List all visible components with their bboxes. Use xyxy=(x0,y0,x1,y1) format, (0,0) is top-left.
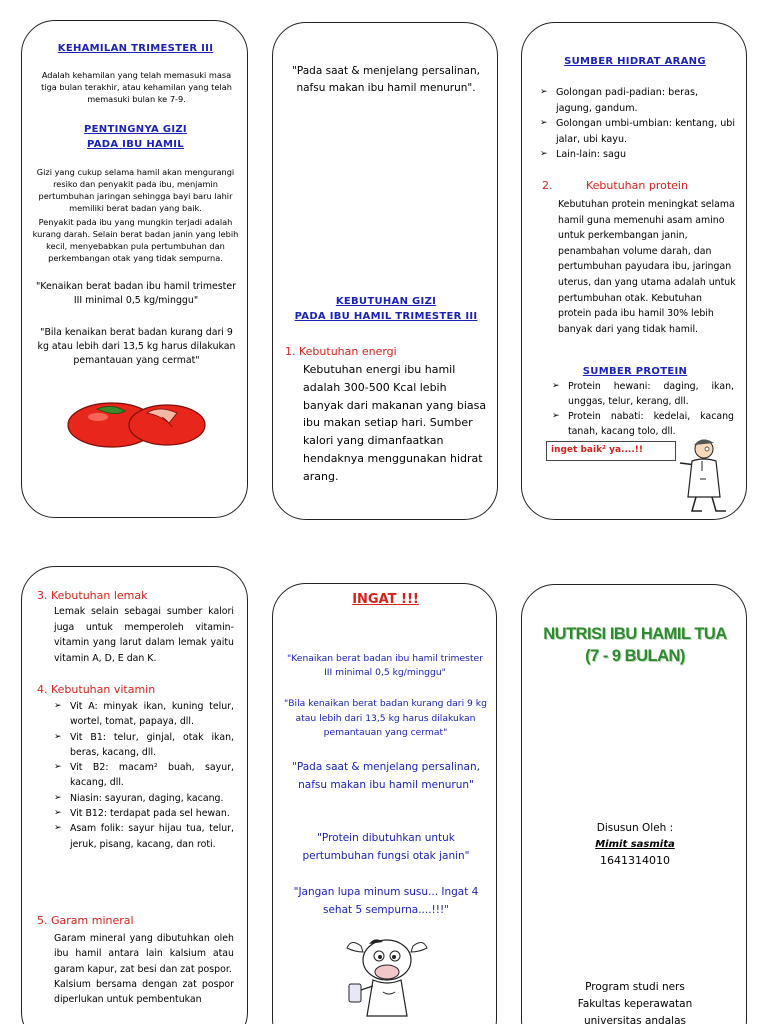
panel-fat-vitamin-mineral xyxy=(21,566,248,1024)
mineral-need-body xyxy=(54,931,234,1007)
nutrition-para-2: Penyakit pada ibu yang mungkin terjadi adalah kurang darah. Selain berat badan janin yang lebih kecil, menyebabkan pula pertumbuhan dan perkembangan otak yang tidak sempurna. xyxy=(32,217,239,263)
protein-sources-list xyxy=(552,379,734,439)
cover-title xyxy=(522,623,747,667)
definition-text: Adalah kehamilan yang telah memasuki masa tiga bulan terakhir, atau kehamilan yang telah memasuki bulan ke 7-9. xyxy=(41,70,232,104)
list-item: ➢ Vit B2: macam² buah, sayur, kacang, dll. xyxy=(54,760,234,791)
quote-weight-monitoring: "Bila kenaikan berat badan kurang dari 9 kg atau lebih dari 13,5 kg harus dilakukan pemantauan yang cermat" xyxy=(37,327,236,366)
protein-need-title xyxy=(542,179,732,192)
institution-line-2: Fakultas keperawatan xyxy=(577,998,693,1010)
remember-quote-2: "Bila kenaikan berat badan kurang dari 9 kg atau lebih dari 13,5 kg harus dilakukan pemantauan yang cermat" xyxy=(284,698,487,738)
doctor-icon xyxy=(672,435,742,515)
cover-title-line-1: NUTRISI IBU HAMIL TUA xyxy=(543,625,727,643)
vitamin-list xyxy=(54,699,234,852)
panel-carb-protein xyxy=(521,22,747,520)
heading-line-2: PADA IBU HAMIL xyxy=(87,139,184,150)
list-item: ➢ Golongan padi-padian: beras, jagung, gandum. xyxy=(540,85,736,116)
quote-weight-gain: "Kenaikan berat badan ibu hamil trimester III minimal 0,5 kg/minggu" xyxy=(36,281,236,306)
remember-title: INGAT !!! xyxy=(352,592,419,607)
quote-appetite: "Pada saat & menjelang persalinan, nafsu makan ibu hamil menurun". xyxy=(292,65,480,94)
protein-need-body: Kebutuhan protein meningkat selama hamil guna memenuhi asam amino untuk perkembangan janin, penambahan volume darah, dan pertumbuhan payudara ibu, jaringan uterus, dan yang utama adalah untuk pertumbuhan otak. Kebutuhan protein pada ibu hamil 30% lebih banyak dari yang tidak hamil. xyxy=(558,199,736,335)
carb-sources-list xyxy=(540,85,736,163)
list-item: ➢ Lain-lain: sagu xyxy=(540,147,736,163)
panel-cover xyxy=(521,584,747,1024)
reminder-bubble xyxy=(546,441,676,461)
panel-remember xyxy=(272,583,497,1024)
panel-nutrition-needs xyxy=(272,22,498,520)
author-label: Disusun Oleh : xyxy=(596,822,674,834)
panel1-title: KEHAMILAN TRIMESTER III xyxy=(57,43,214,54)
remember-quote-1: "Kenaikan berat badan ibu hamil trimester III minimal 0,5 kg/minggu" xyxy=(287,653,483,678)
nutrition-needs-heading xyxy=(279,294,493,324)
panel-pregnancy-trimester xyxy=(21,20,248,518)
author-name: Mimit sasmita xyxy=(595,839,675,850)
remember-quote-5: "Jangan lupa minum susu... Ingat 4 sehat 5 sempurna....!!!" xyxy=(293,886,479,916)
author-nim: 1641314010 xyxy=(600,854,670,867)
institution-line-1: Program studi ners xyxy=(585,981,685,993)
carb-sources-title: SUMBER HIDRAT ARANG xyxy=(564,56,706,67)
cover-title-line-2: (7 - 9 BULAN) xyxy=(585,647,685,665)
mineral-para-2: Kalsium bersama dengan zat pospor diperlukan untuk pembentukan xyxy=(54,978,234,1006)
institution xyxy=(522,979,747,1024)
list-item: ➢ Asam folik: sayur hijau tua, telur, jeruk, pisang, kacang, dan roti. xyxy=(54,821,234,852)
vitamin-need-title: 4. Kebutuhan vitamin xyxy=(37,683,156,696)
list-item: ➢ Vit A: minyak ikan, kuning telur, wortel, tomat, papaya, dll. xyxy=(54,699,234,730)
list-item: ➢ Vit B12: terdapat pada sel hewan. xyxy=(54,806,234,821)
list-item: ➢ Golongan umbi-umbian: kentang, ubi jalar, ubi kayu. xyxy=(540,116,736,147)
heading-line-1: PENTINGNYA GIZI xyxy=(84,124,187,135)
protein-sources-title: SUMBER PROTEIN xyxy=(582,366,688,377)
item-title: Kebutuhan protein xyxy=(586,179,688,192)
heading-line-1: KEBUTUHAN GIZI xyxy=(335,296,437,307)
energy-need-body: Kebutuhan energi ibu hamil adalah 300-500 Kcal lebih banyak dari makanan yang biasa ibu makan setiap hari. Sumber kalori yang dimanfaatkan hendaknya menggunakan hidrat arang. xyxy=(303,363,487,483)
tomatoes-icon xyxy=(62,391,212,451)
energy-need-title: 1. Kebutuhan energi xyxy=(285,345,397,358)
institution-line-3: universitas andalas xyxy=(584,1015,686,1024)
remember-quote-3: "Pada saat & menjelang persalinan, nafsu makan ibu hamil menurun" xyxy=(292,761,480,791)
list-item: ➢ Niasin: sayuran, daging, kacang. xyxy=(54,791,234,806)
nutrition-importance-heading xyxy=(32,122,239,152)
fat-need-title: 3. Kebutuhan lemak xyxy=(37,589,148,602)
remember-quote-4: "Protein dibutuhkan untuk pertumbuhan fungsi otak janin" xyxy=(302,832,470,862)
nutrition-para-1: Gizi yang cukup selama hamil akan mengurangi resiko dan penyakit pada ibu, menjamin pertumbuhan jaringan sehingga bayi baru lahir memiliki berat badan yang baik. xyxy=(36,167,235,213)
fat-need-body: Lemak selain sebagai sumber kalori juga untuk memperoleh vitamin-vitamin yang larut dalam lemak yaitu vitamin A, D, E dan K. xyxy=(54,606,234,664)
list-item: ➢ Protein hewani: daging, ikan, unggas, telur, kerang, dll. xyxy=(552,379,734,409)
mineral-need-title: 5. Garam mineral xyxy=(37,914,134,927)
cow-icon xyxy=(343,932,433,1022)
reminder-text: inget baik² ya....!! xyxy=(551,445,643,455)
mineral-para-1: Garam mineral yang dibutuhkan oleh ibu hamil antara lain kalsium atau garam kapur, zat besi dan zat pospor. xyxy=(54,933,234,975)
list-item: ➢ Protein nabati: kedelai, kacang tanah, kacang tolo, dll. xyxy=(552,409,734,439)
list-item: ➢ Vit B1: telur, ginjal, otak ikan, beras, kacang, dll. xyxy=(54,730,234,761)
item-number: 2. xyxy=(542,179,553,192)
heading-line-2: PADA IBU HAMIL TRIMESTER III xyxy=(294,311,478,322)
